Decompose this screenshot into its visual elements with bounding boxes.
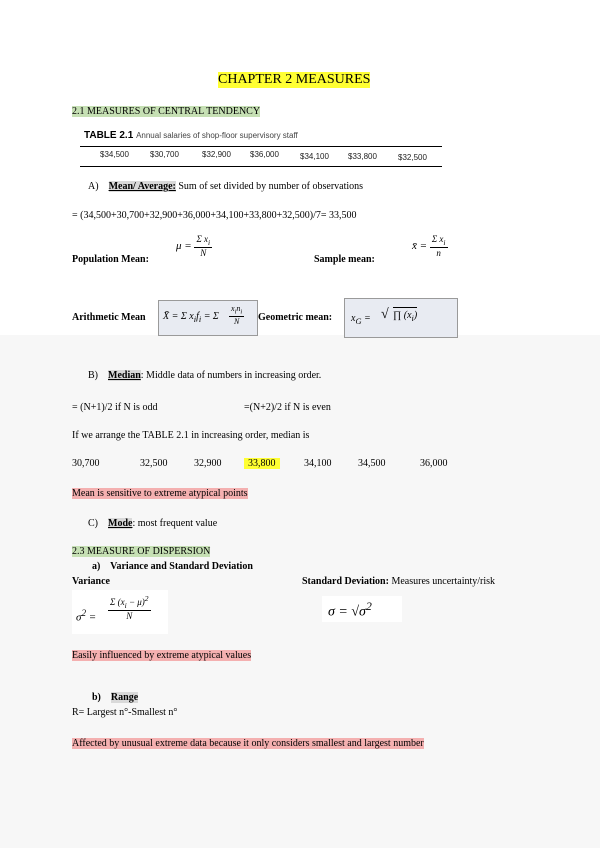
sd-formula: $\sigma = √\sigma^2$	[322, 596, 402, 622]
median-line	[88, 370, 321, 381]
median-value-highlighted: 33,800	[244, 458, 280, 469]
median-desc: : Middle data of numbers in increasing order.	[140, 370, 322, 381]
variance-formula: $\sigma^2$ = $\frac{\Sigma (x_i - \mu)^2}{N}$	[72, 590, 168, 634]
var-sd-heading: Variance and Standard Deviation	[110, 561, 253, 572]
mean-marker: A)	[88, 181, 99, 192]
range-marker: b)	[92, 692, 101, 703]
range-formula: R= Largest n°-Smallest n°	[72, 707, 178, 718]
sd-label: Standard Deviation:	[302, 576, 389, 587]
sd-desc: Measures uncertainty/risk	[388, 576, 496, 587]
mode-marker: C)	[88, 518, 98, 529]
median-value: 36,000	[420, 458, 448, 469]
median-odd-rule: = (N+1)/2 if N is odd	[72, 402, 158, 413]
table-cell: $33,800	[348, 152, 377, 161]
section-2-3-heading: 2.3 MEASURE OF DISPERSION	[72, 546, 211, 557]
arithmetic-mean-label: Arithmetic Mean	[72, 312, 146, 323]
table-cell: $32,900	[202, 150, 231, 159]
population-mean-label: Population Mean:	[72, 254, 149, 265]
variance-label: Variance	[72, 576, 110, 587]
median-value: 34,100	[304, 458, 332, 469]
section-2-1-heading: 2.1 MEASURES OF CENTRAL TENDENCY	[72, 106, 261, 117]
mean-line	[88, 181, 363, 192]
median-value: 30,700	[72, 458, 100, 469]
mean-desc: Sum of set divided by number of observations	[178, 181, 364, 192]
geometric-mean-label: Geometric mean:	[258, 312, 333, 323]
population-mean-formula: μ = $\frac{\Sigma x_i}{N}$	[176, 234, 211, 258]
median-even-rule: =(N+2)/2 if N is even	[244, 402, 331, 413]
median-value: 32,900	[194, 458, 222, 469]
mean-calculation: = (34,500+30,700+32,900+36,000+34,100+33,800+32,500)/7= 33,500	[72, 210, 357, 221]
table-caption-text: Annual salaries of shop-floor supervisory staff	[136, 131, 298, 140]
median-marker: B)	[88, 370, 98, 381]
sample-mean-label: Sample mean:	[314, 254, 375, 265]
table-cell: $32,500	[398, 153, 427, 162]
table-cell: $36,000	[250, 150, 279, 159]
median-note: Mean is sensitive to extreme atypical points	[72, 488, 248, 499]
chapter-title: CHAPTER 2 MEASURES	[218, 72, 371, 87]
table-cell: $30,700	[150, 150, 179, 159]
mode-desc: : most frequent value	[132, 518, 218, 529]
geometric-mean-formula: $x_G$ = √ ∏ $(x_i)$	[344, 298, 458, 338]
range-heading: Range	[110, 692, 139, 703]
mode-label: Mode	[108, 518, 133, 529]
table-2-1-image	[80, 128, 442, 174]
table-caption-label: TABLE 2.1	[84, 130, 134, 141]
variance-note: Easily influenced by extreme atypical values	[72, 650, 252, 661]
table-rule-bottom	[80, 166, 442, 167]
range-note: Affected by unusual extreme data because it only considers smallest and largest number	[72, 738, 424, 749]
median-value: 34,500	[358, 458, 386, 469]
mode-line	[88, 518, 217, 529]
median-label: Median	[108, 370, 141, 381]
table-cell: $34,100	[300, 152, 329, 161]
sample-mean-formula: x̄ = $\frac{\Sigma x_i}{n}$	[412, 234, 446, 258]
median-value: 32,500	[140, 458, 168, 469]
sd-line	[302, 576, 495, 587]
table-caption	[84, 130, 298, 141]
table-cell: $34,500	[100, 150, 129, 159]
mean-label: Mean/ Average:	[108, 181, 176, 192]
table-rule-top	[80, 146, 442, 147]
median-arrange-text: If we arrange the TABLE 2.1 in increasing order, median is	[72, 430, 310, 441]
var-sd-marker: a)	[92, 561, 101, 572]
var-sd-heading-line	[92, 561, 253, 572]
arithmetic-mean-formula: X̄ = Σ $x_if_i = \Sigma$ $x_in_i$ N	[158, 300, 258, 336]
range-heading-line	[92, 692, 138, 703]
